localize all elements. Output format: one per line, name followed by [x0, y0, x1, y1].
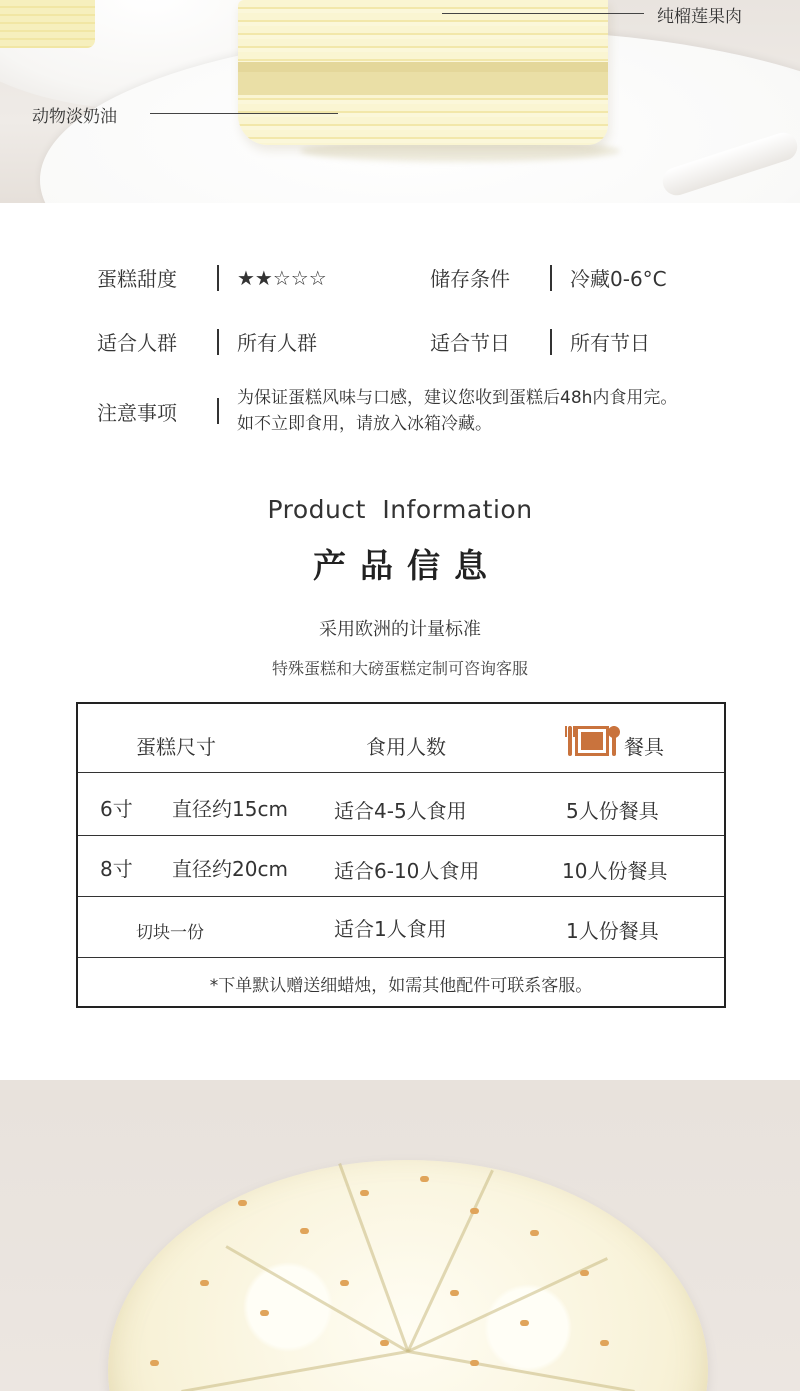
- product-info-title-en: Product Information: [267, 495, 533, 524]
- row-servings: 适合4-5人食用: [334, 799, 467, 823]
- fork-icon: [568, 726, 572, 756]
- attr-audience: [97, 327, 317, 356]
- attr-label: 蛋糕甜度: [97, 267, 177, 291]
- nut-topping: [470, 1360, 479, 1366]
- attr-sweetness: [97, 263, 327, 292]
- row-tableware: 1人份餐具: [566, 919, 659, 943]
- table-header-row: [78, 704, 724, 773]
- notice-text: [237, 385, 677, 437]
- crepe-slice-left: [0, 0, 95, 48]
- nut-topping: [260, 1310, 269, 1316]
- attr-storage: [430, 263, 667, 292]
- row-size: 切块一份: [136, 923, 204, 943]
- plate-icon: [575, 726, 609, 756]
- spoon-icon: [612, 726, 616, 756]
- tableware-icon: [568, 726, 616, 756]
- row-servings: 适合1人食用: [334, 917, 447, 941]
- attr-divider: [217, 398, 219, 424]
- bottom-product-photo: [0, 1080, 800, 1391]
- header-tableware: 餐具: [624, 735, 664, 759]
- attr-value: 冷藏0-6°C: [570, 267, 667, 291]
- header-size: 蛋糕尺寸: [136, 735, 216, 759]
- attr-divider: [550, 329, 552, 355]
- attr-label: 储存条件: [430, 267, 510, 291]
- table-row: [78, 773, 724, 836]
- sweetness-stars: ★★☆☆☆: [237, 265, 327, 290]
- row-size: 8寸: [100, 857, 133, 881]
- table-footnote: *下单默认赠送细蜡烛，如需其他配件可联系客服。: [209, 976, 593, 996]
- crepe-slice-main: [238, 0, 608, 145]
- durian-callout-line: [442, 13, 644, 14]
- attr-value: 所有节日: [570, 331, 650, 355]
- row-size: 6寸: [100, 797, 133, 821]
- attr-holiday: [430, 327, 650, 356]
- nut-topping: [340, 1280, 349, 1286]
- row-diameter: 直径约15cm: [172, 797, 288, 821]
- nut-topping: [530, 1230, 539, 1236]
- nut-topping: [150, 1360, 159, 1366]
- durian-cake-top: [108, 1160, 708, 1391]
- cream-callout-line: [150, 113, 338, 114]
- nut-topping: [450, 1290, 459, 1296]
- header-servings: 食用人数: [366, 735, 446, 759]
- nut-topping: [380, 1340, 389, 1346]
- cream-callout-label: 动物淡奶油: [32, 107, 117, 127]
- nut-topping: [300, 1228, 309, 1234]
- measurement-standard-text: 采用欧洲的计量标准: [319, 619, 481, 640]
- notice-line-2: 如不立即食用，请放入冰箱冷藏。: [237, 414, 492, 434]
- attr-divider: [217, 265, 219, 291]
- top-product-photo: [0, 0, 800, 203]
- notice-label: 注意事项: [97, 400, 177, 425]
- attr-value: 所有人群: [237, 331, 317, 355]
- attr-notice: [97, 385, 677, 437]
- custom-order-text: 特殊蛋糕和大磅蛋糕定制可咨询客服: [271, 659, 528, 678]
- nut-topping: [360, 1190, 369, 1196]
- nut-topping: [580, 1270, 589, 1276]
- size-table: [76, 702, 726, 1008]
- nut-topping: [200, 1280, 209, 1286]
- durian-callout-label: 纯榴莲果肉: [657, 7, 742, 27]
- table-row: [78, 836, 724, 897]
- row-servings: 适合6-10人食用: [334, 859, 480, 883]
- nut-topping: [238, 1200, 247, 1206]
- attr-divider: [550, 265, 552, 291]
- attr-label: 适合人群: [97, 331, 177, 355]
- notice-line-1: 为保证蛋糕风味与口感，建议您收到蛋糕后48h内食用完。: [237, 388, 678, 408]
- row-diameter: 直径约20cm: [172, 857, 288, 881]
- table-row: [78, 897, 724, 958]
- attr-label: 适合节日: [430, 331, 510, 355]
- nut-topping: [420, 1176, 429, 1182]
- row-tableware: 5人份餐具: [566, 799, 659, 823]
- nut-topping: [600, 1340, 609, 1346]
- attr-divider: [217, 329, 219, 355]
- nut-topping: [470, 1208, 479, 1214]
- product-info-title-cn: 产品信息: [313, 546, 501, 585]
- row-tableware: 10人份餐具: [562, 859, 668, 883]
- nut-topping: [520, 1320, 529, 1326]
